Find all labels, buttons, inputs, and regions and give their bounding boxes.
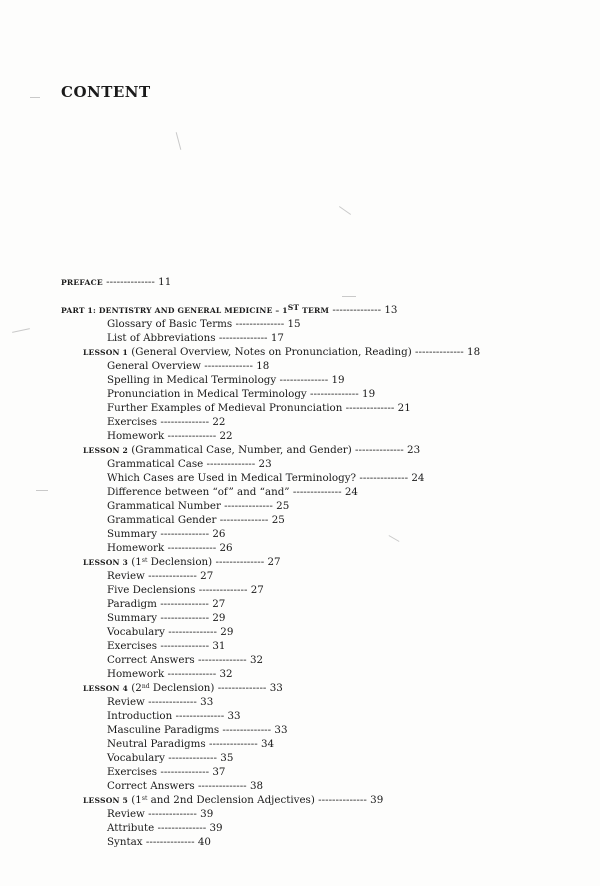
dash-leader: -------------- (215, 556, 265, 568)
dash-leader: -------------- (148, 808, 197, 820)
toc-page-number: 23 (258, 458, 272, 470)
scan-mark (176, 132, 182, 150)
toc-entry-title: (2 (128, 682, 142, 694)
toc-page-number: 32 (249, 654, 264, 666)
toc-entry (83, 793, 383, 808)
toc-entry-title-suffix: Declension) (149, 682, 215, 694)
toc-entry-title: Summary (107, 612, 158, 624)
dash-leader: -------------- (106, 276, 155, 288)
toc-entry (107, 415, 225, 429)
toc-entry-title: Review (107, 808, 145, 820)
toc-page-number: 26 (212, 528, 226, 540)
toc-entry-title-suffix: and 2nd Declension Adjectives) (147, 794, 315, 806)
toc-entry (107, 653, 263, 667)
toc-page-number: 25 (276, 500, 290, 512)
toc-entry (107, 331, 284, 345)
toc-page-number: 15 (287, 318, 301, 330)
dash-leader: -------------- (332, 304, 382, 316)
toc-page-number: 25 (271, 514, 285, 526)
toc-entry (107, 527, 225, 541)
toc-entry (107, 821, 223, 835)
dash-leader: -------------- (168, 752, 217, 764)
dash-leader: -------------- (145, 836, 195, 848)
toc-entry-title: Masculine Paradigms (107, 724, 220, 736)
dash-leader: -------------- (318, 794, 367, 806)
toc-page-number: 11 (158, 276, 172, 288)
toc-entry (107, 639, 225, 653)
toc-entry-title: General Overview (107, 360, 201, 372)
toc-page-number: 31 (212, 640, 226, 652)
toc-page-number: 29 (212, 612, 226, 624)
toc-entry (107, 513, 285, 527)
toc-entry-title: Vocabulary (107, 752, 165, 764)
toc-entry-heading: LESSON 2 (83, 446, 129, 455)
toc-entry-title: Review (107, 570, 145, 582)
toc-page-number: 27 (200, 570, 214, 582)
toc-page-number: 22 (212, 416, 226, 428)
toc-entry-title: Exercises (107, 766, 158, 778)
dash-leader: -------------- (219, 514, 269, 526)
dash-leader: -------------- (198, 584, 248, 596)
toc-entry-title: Homework (107, 668, 165, 680)
dash-leader: -------------- (235, 318, 285, 330)
toc-page-number: 39 (209, 822, 223, 834)
toc-page-number: 34 (260, 738, 275, 750)
toc-entry (107, 457, 272, 471)
toc-entry-title: Summary (107, 528, 158, 540)
toc-entry-heading: LESSON 3 (83, 558, 129, 567)
toc-entry (107, 835, 211, 849)
toc-page-number: 27 (212, 598, 226, 610)
dash-leader: -------------- (160, 640, 210, 652)
dash-leader: -------------- (217, 682, 267, 694)
toc-page-number: 29 (220, 626, 234, 638)
toc-page-number: 21 (397, 402, 411, 414)
toc-page-number: 17 (270, 332, 284, 344)
toc-entry-title: (General Overview, Notes on Pronunciation, Reading) (128, 346, 412, 358)
dash-leader: -------------- (204, 360, 253, 372)
dash-leader: -------------- (279, 374, 329, 386)
toc-page-number: 23 (407, 444, 421, 456)
toc-entry (107, 429, 233, 443)
toc-entry-title-suffix: Declension) (147, 556, 213, 568)
toc-entry (83, 555, 281, 570)
toc-entry-heading: LESSON 4 (83, 684, 129, 693)
dash-leader: -------------- (168, 626, 217, 638)
toc-entry-superscript: nd (141, 683, 150, 690)
dash-leader: -------------- (148, 570, 197, 582)
dash-leader: -------------- (208, 738, 258, 750)
toc-entry (107, 373, 345, 387)
toc-page-number: 32 (219, 668, 233, 680)
toc-entry (107, 751, 233, 765)
toc-page-number: 26 (219, 542, 233, 554)
dash-leader: -------------- (224, 500, 273, 512)
toc-page-number: 33 (274, 724, 288, 736)
toc-entry-title: Which Cases are Used in Medical Terminology? (107, 472, 357, 484)
dash-leader: -------------- (222, 724, 272, 736)
dash-leader: -------------- (415, 346, 464, 358)
toc-page-number: 39 (200, 808, 214, 820)
toc-entry-title: Correct Answers (107, 780, 195, 792)
toc-page-number: 18 (256, 360, 270, 372)
toc-page-number: 27 (250, 584, 264, 596)
toc-page-number: 37 (212, 766, 226, 778)
toc-entry-title: Grammatical Number (107, 500, 221, 512)
toc-entry-title: Further Examples of Medieval Pronunciation (107, 402, 343, 414)
dash-leader: -------------- (292, 486, 342, 498)
toc-entry-title: Pronunciation in Medical Terminology (107, 388, 307, 400)
dash-leader: -------------- (167, 430, 217, 442)
toc-entry-superscript: st (141, 795, 148, 802)
toc-entry (107, 359, 269, 373)
toc-entry (83, 443, 420, 458)
toc-entry (107, 471, 424, 485)
scan-mark (339, 206, 351, 215)
toc-entry (107, 737, 274, 751)
scan-mark (389, 535, 400, 542)
toc-entry-title: Grammatical Gender (107, 514, 217, 526)
toc-entry-title: Vocabulary (107, 626, 165, 638)
toc-page-number: 19 (362, 388, 376, 400)
toc-page-number: 24 (411, 472, 425, 484)
dash-leader: -------------- (160, 528, 210, 540)
toc-entry-title-suffix: TERM (299, 306, 330, 315)
toc-entry-superscript: ST (287, 303, 300, 312)
toc-page-number: 27 (267, 556, 281, 568)
toc-entry-title: Review (107, 696, 145, 708)
dash-leader: -------------- (160, 612, 210, 624)
dash-leader: -------------- (355, 444, 404, 456)
toc-entry-title: Spelling in Medical Terminology (107, 374, 277, 386)
dash-leader: -------------- (167, 668, 217, 680)
page-title: CONTENT (61, 83, 151, 101)
toc-page-number: 35 (220, 752, 234, 764)
toc-entry-title: Paradigm (107, 598, 157, 610)
toc-entry (107, 709, 241, 723)
scan-mark (36, 490, 48, 491)
toc-entry (107, 499, 289, 513)
toc-entry-title: (1 (128, 794, 142, 806)
toc-page-number: 13 (384, 304, 398, 316)
toc-entry-title: Homework (107, 542, 165, 554)
dash-leader: -------------- (157, 822, 207, 834)
toc-entry (107, 401, 411, 415)
toc-page-number: 33 (200, 696, 214, 708)
toc-entry (107, 541, 233, 555)
toc-entry-title: Homework (107, 430, 165, 442)
toc-entry (107, 597, 225, 611)
toc-entry (61, 303, 397, 318)
toc-entry-superscript: st (141, 557, 148, 564)
toc-entry-title: Grammatical Case (107, 458, 204, 470)
dash-leader: -------------- (160, 598, 209, 610)
toc-entry (107, 583, 264, 597)
dash-leader: -------------- (160, 766, 210, 778)
toc-page-number: 19 (331, 374, 345, 386)
toc-entry (83, 345, 480, 360)
toc-page-number: 18 (467, 346, 481, 358)
toc-entry-title: (Grammatical Case, Number, and Gender) (128, 444, 352, 456)
dash-leader: -------------- (197, 654, 247, 666)
dash-leader: -------------- (359, 472, 409, 484)
toc-page-number: 22 (219, 430, 233, 442)
scan-mark (342, 296, 356, 297)
toc-page-number: 24 (344, 486, 358, 498)
dash-leader: -------------- (206, 458, 256, 470)
toc-page-number: 33 (227, 710, 241, 722)
toc-entry-heading: LESSON 5 (83, 796, 129, 805)
toc-page-number: 40 (197, 836, 211, 848)
dash-leader: -------------- (310, 388, 359, 400)
toc-entry-title: List of Abbreviations (107, 332, 216, 344)
toc-page-number: 33 (269, 682, 283, 694)
toc-entry (107, 723, 288, 737)
toc-entry-heading: LESSON 1 (83, 348, 129, 357)
dash-leader: -------------- (160, 416, 210, 428)
toc-page-number: 38 (249, 780, 264, 792)
toc-page-number: 39 (370, 794, 384, 806)
toc-entry-title: Exercises (107, 416, 158, 428)
toc-entry-title: Attribute (107, 822, 155, 834)
toc-entry-title: Neutral Paradigms (107, 738, 206, 750)
toc-entry (107, 779, 263, 793)
dash-leader: -------------- (167, 542, 217, 554)
toc-entry (61, 275, 171, 290)
toc-entry-title: Correct Answers (107, 654, 195, 666)
toc-entry-heading: PART 1: DENTISTRY AND GENERAL MEDICINE – 1 (61, 306, 288, 315)
toc-entry (107, 667, 233, 681)
toc-entry-title: Exercises (107, 640, 158, 652)
scan-mark (12, 328, 30, 333)
toc-entry (107, 625, 233, 639)
toc-entry (107, 765, 225, 779)
toc-entry (107, 611, 225, 625)
dash-leader: -------------- (175, 710, 225, 722)
toc-entry (107, 387, 375, 401)
scan-mark (30, 97, 40, 98)
toc-entry-title: Syntax (107, 836, 143, 848)
toc-entry (107, 317, 301, 331)
toc-entry (83, 681, 283, 696)
toc-entry-title: Introduction (107, 710, 173, 722)
toc-entry-title: (1 (128, 556, 142, 568)
dash-leader: -------------- (345, 402, 395, 414)
toc-entry (107, 485, 358, 499)
dash-leader: -------------- (218, 332, 268, 344)
toc-entry-title: Five Declensions (107, 584, 196, 596)
toc-entry-title: Difference between “of” and “and” (107, 486, 290, 498)
toc-entry (107, 807, 213, 821)
toc-entry (107, 569, 213, 583)
toc-entry-title: Glossary of Basic Terms (107, 318, 233, 330)
toc-entry-heading: PREFACE (61, 278, 103, 287)
dash-leader: -------------- (197, 780, 247, 792)
toc-entry (107, 695, 213, 709)
dash-leader: -------------- (148, 696, 197, 708)
